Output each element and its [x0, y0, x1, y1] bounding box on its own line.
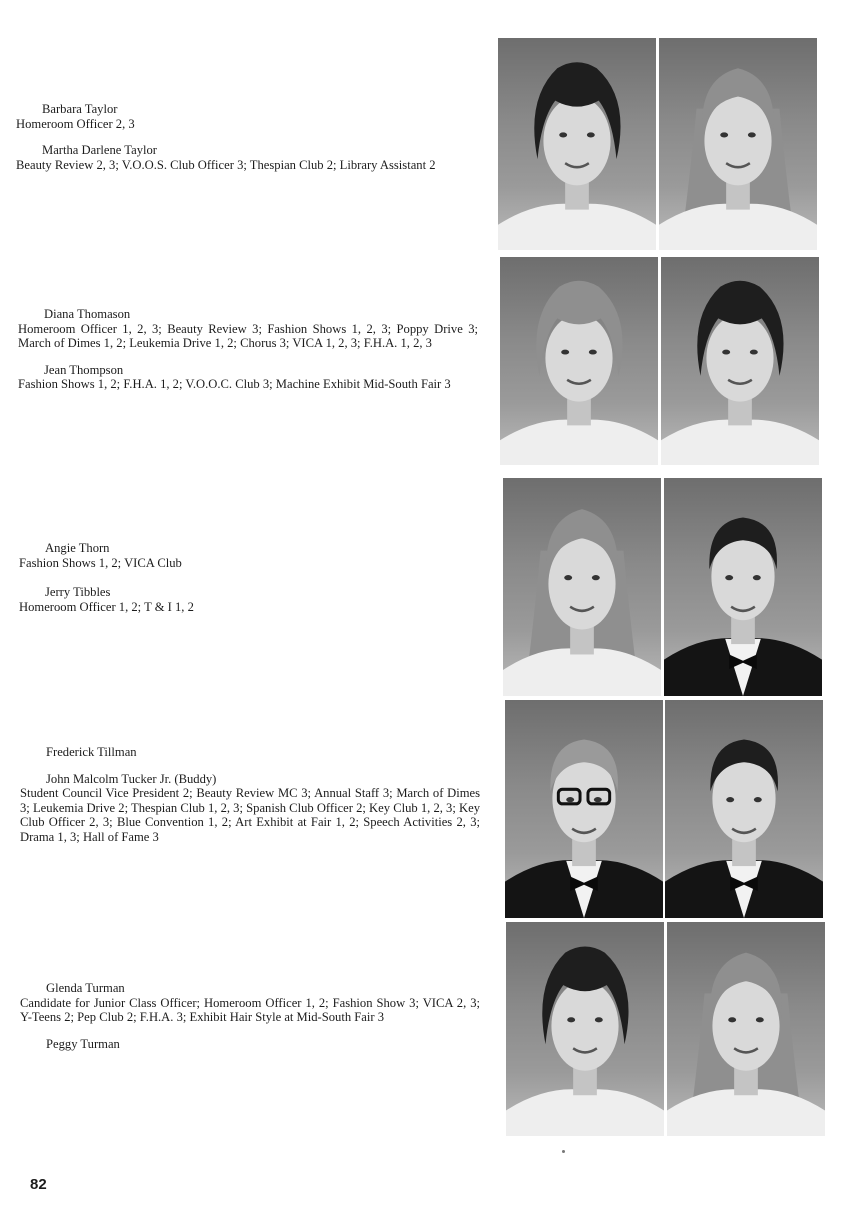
print-speck [562, 1150, 565, 1153]
student-entry [19, 585, 479, 614]
student-entry [18, 363, 478, 392]
eye-left [720, 132, 728, 137]
portrait-photo [664, 478, 822, 696]
portrait-diana-thomason [500, 257, 658, 465]
student-entry [19, 541, 479, 570]
portrait-martha-taylor [659, 38, 817, 250]
entry-group-3 [19, 541, 479, 626]
student-activities: Fashion Shows 1, 2; VICA Club [19, 555, 182, 570]
student-name: Glenda Turman [46, 981, 125, 995]
eye-right [748, 132, 756, 137]
face [543, 97, 610, 186]
portrait-photo [498, 38, 656, 250]
portrait-peggy-turman [667, 922, 825, 1136]
eye-right [595, 1017, 603, 1022]
eye-right [750, 350, 758, 355]
student-name: Peggy Turman [46, 1036, 120, 1051]
portrait-john-tucker [665, 700, 823, 918]
eye-left [561, 350, 569, 355]
eye-right [594, 797, 602, 802]
eye-left [559, 132, 567, 137]
face [712, 981, 779, 1071]
student-entry [20, 772, 480, 845]
eye-left [564, 575, 572, 580]
eye-right [592, 575, 600, 580]
student-entry [18, 307, 478, 351]
student-entry [16, 143, 476, 172]
shoulders [661, 420, 819, 465]
student-entry [20, 981, 480, 1025]
entry-group-5 [20, 981, 480, 1063]
portrait-frederick-tillman [505, 700, 663, 918]
student-name: John Malcolm Tucker Jr. (Buddy) [46, 771, 217, 786]
student-name: Barbara Taylor [42, 102, 118, 116]
student-activities: Homeroom Officer 1, 2, 3; Beauty Review 3; Fashion Shows 1, 2, 3; Poppy Drive 3; March of Dimes 1, 2; Leukemia Drive 1, 2; Chorus 3; VICA 1, 2, 3; F.H.A. 1, 2, 3 [18, 321, 478, 351]
portrait-photo [500, 257, 658, 465]
student-activities: Fashion Shows 1, 2; F.H.A. 1, 2; V.O.O.C. Club 3; Machine Exhibit Mid-South Fair 3 [18, 377, 451, 392]
entry-group-2 [18, 307, 478, 404]
student-activities: Candidate for Junior Class Officer; Homeroom Officer 1, 2; Fashion Show 3; VICA 2, 3; Y-Teens 2; Pep Club 2; F.H.A. 3; Exhibit Hair Style at Mid-South Fair 3 [20, 995, 480, 1025]
shoulders [506, 1089, 664, 1136]
eye-right [753, 575, 761, 580]
student-entry [20, 1037, 480, 1052]
student-name: Diana Thomason [44, 307, 131, 321]
portrait-photo [661, 257, 819, 465]
eye-left [728, 1017, 736, 1022]
face [545, 314, 612, 401]
shoulders [500, 420, 658, 465]
eye-left [566, 797, 574, 802]
page-number: 82 [30, 1176, 47, 1193]
portrait-angie-thorn [503, 478, 661, 696]
student-name: Frederick Tillman [46, 745, 137, 759]
eye-right [756, 1017, 764, 1022]
portrait-photo [665, 700, 823, 918]
eye-left [722, 350, 730, 355]
student-name: Jerry Tibbles [45, 585, 111, 600]
student-activities: Homeroom Officer 1, 2; T & I 1, 2 [19, 599, 194, 614]
entry-group-1 [16, 102, 476, 184]
student-activities: Beauty Review 2, 3; V.O.O.S. Club Officer 3; Thespian Club 2; Library Assistant 2 [16, 157, 436, 172]
student-entry [16, 102, 476, 131]
portrait-photo [667, 922, 825, 1136]
eye-left [725, 575, 733, 580]
portrait-photo [659, 38, 817, 250]
entry-group-4 [20, 745, 480, 857]
portrait-photo [503, 478, 661, 696]
portrait-photo [505, 700, 663, 918]
shoulders [667, 1089, 825, 1136]
student-name: Jean Thompson [44, 362, 124, 377]
eye-left [567, 1017, 575, 1022]
face [704, 97, 771, 186]
eye-left [726, 797, 734, 802]
portrait-jean-thompson [661, 257, 819, 465]
portrait-barbara-taylor [498, 38, 656, 250]
face [548, 538, 615, 629]
student-name: Martha Darlene Taylor [42, 143, 157, 158]
student-activities: Homeroom Officer 2, 3 [16, 116, 135, 131]
eye-right [754, 797, 762, 802]
portrait-jerry-tibbles [664, 478, 822, 696]
face [706, 314, 773, 401]
student-name: Angie Thorn [45, 541, 110, 555]
shoulders [659, 204, 817, 250]
student-activities: Student Council Vice President 2; Beauty Review MC 3; Annual Staff 3; March of Dimes 3; Leukemia Drive 2; Thespian Club 1, 2, 3; Spanish Club Officer 2; Key Club 1, 2, 3; Key Club Officer 2, 3; Blue Convention 1, 2; Art Exhibit at Fair 1, 2; Speech Activities 2, 3; Drama 1, 3; Hall of Fame 3 [20, 786, 480, 844]
eye-right [589, 350, 597, 355]
eye-right [587, 132, 595, 137]
face [551, 981, 618, 1071]
student-entry [20, 745, 480, 760]
shoulders [503, 648, 661, 696]
portrait-glenda-turman [506, 922, 664, 1136]
shoulders [498, 204, 656, 250]
portrait-photo [506, 922, 664, 1136]
